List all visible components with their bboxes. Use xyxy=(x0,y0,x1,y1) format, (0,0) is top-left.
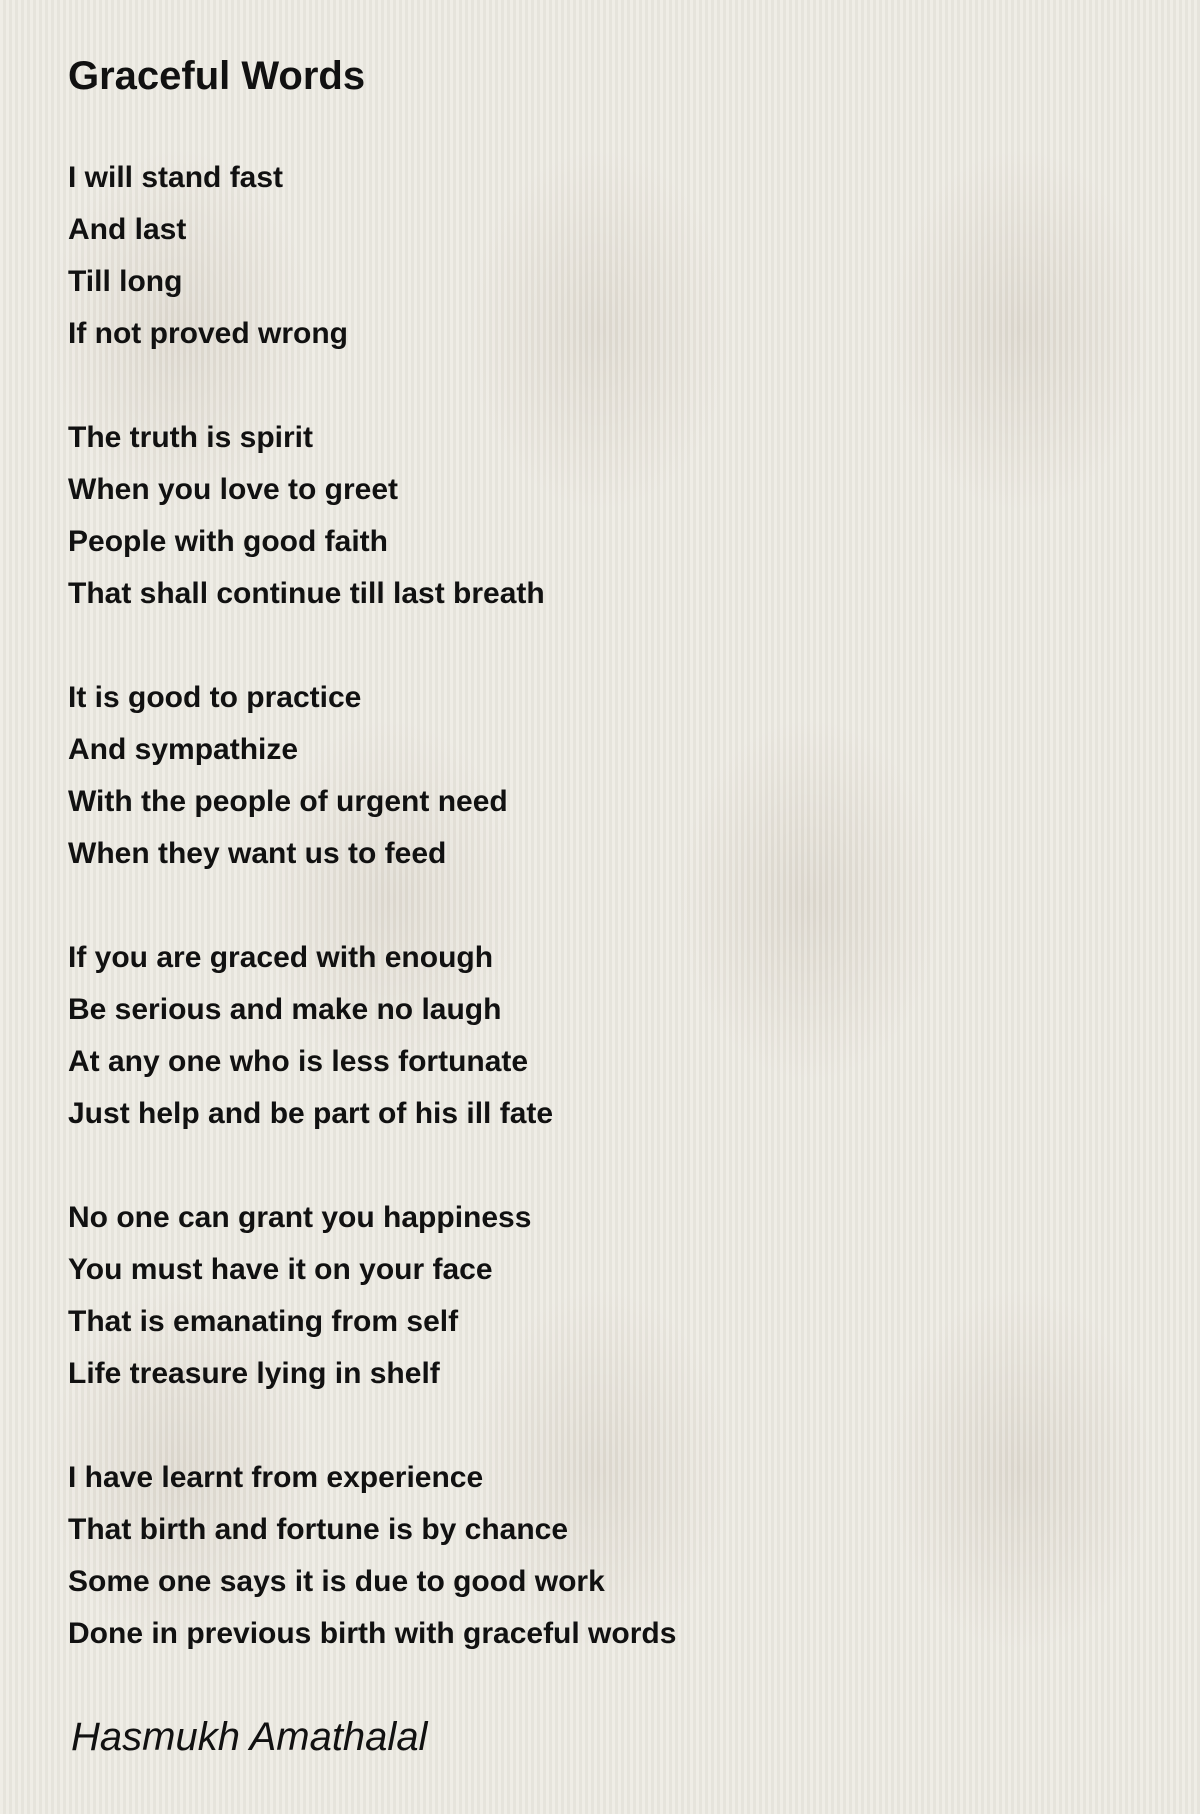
poem-line: And last xyxy=(68,213,187,246)
poem-line: The truth is spirit xyxy=(68,421,314,454)
poem-line: It is good to practice xyxy=(68,681,362,714)
poem-line: At any one who is less fortunate xyxy=(68,1045,529,1078)
stanza-3 xyxy=(68,672,1148,880)
poem-line: Some one says it is due to good work xyxy=(68,1565,605,1598)
poem-line: When they want us to feed xyxy=(68,837,447,870)
poem-line: Just help and be part of his ill fate xyxy=(68,1097,554,1130)
stanza-5 xyxy=(68,1192,1148,1400)
poem-title: Graceful Words xyxy=(68,54,366,98)
poem-line: I will stand fast xyxy=(68,161,284,194)
poem-line: That birth and fortune is by chance xyxy=(68,1513,569,1546)
poem-line: That shall continue till last breath xyxy=(68,577,545,610)
poem-line: When you love to greet xyxy=(68,473,399,506)
poem-line: Till long xyxy=(68,265,183,298)
poem-line: People with good faith xyxy=(68,525,388,558)
poem-line: If not proved wrong xyxy=(68,317,348,350)
poem-line: And sympathize xyxy=(68,733,299,766)
stanza-1 xyxy=(68,152,1148,360)
poem-line: Done in previous birth with graceful words xyxy=(68,1617,677,1650)
poem-line: You must have it on your face xyxy=(68,1253,493,1286)
poem-line: If you are graced with enough xyxy=(68,941,494,974)
stanza-6 xyxy=(68,1452,1148,1660)
stanza-2 xyxy=(68,412,1148,620)
poem-line: I have learnt from experience xyxy=(68,1461,484,1494)
poem-line: No one can grant you happiness xyxy=(68,1201,532,1234)
poem-line: Life treasure lying in shelf xyxy=(68,1357,440,1390)
poem-author: Hasmukh Amathalal xyxy=(71,1715,428,1759)
poem-line: With the people of urgent need xyxy=(68,785,508,818)
poem-line: Be serious and make no laugh xyxy=(68,993,502,1026)
poem-page xyxy=(68,52,1148,1762)
poem-line: That is emanating from self xyxy=(68,1305,459,1338)
stanza-4 xyxy=(68,932,1148,1140)
